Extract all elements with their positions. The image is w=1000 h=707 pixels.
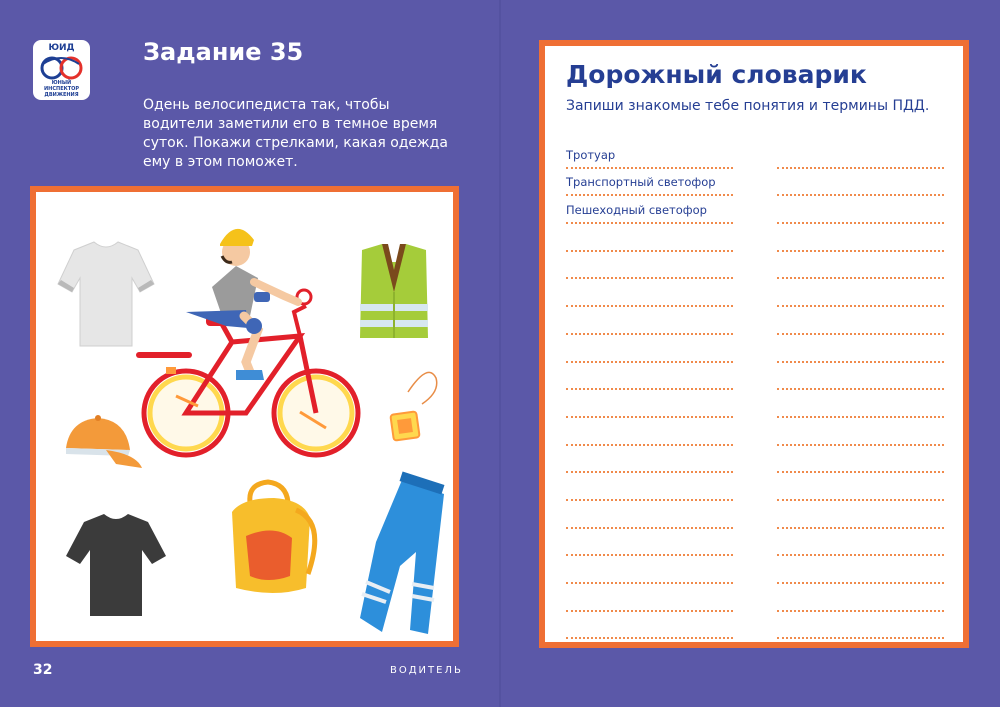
- dictionary-left-column: [566, 141, 733, 639]
- dictionary-entry-line[interactable]: [777, 612, 944, 640]
- yuid-logo: [33, 40, 90, 100]
- task-title: Задание 35: [143, 38, 304, 66]
- dictionary-entry-line[interactable]: [566, 501, 733, 529]
- dictionary-entry-line[interactable]: [777, 335, 944, 363]
- dictionary-entry-line[interactable]: [777, 529, 944, 557]
- dictionary-title: Дорожный словарик: [566, 60, 867, 89]
- dictionary-entry-line[interactable]: [566, 335, 733, 363]
- dictionary-entry-line[interactable]: [777, 473, 944, 501]
- dictionary-entry-line[interactable]: [777, 501, 944, 529]
- dictionary-entry-line[interactable]: [777, 418, 944, 446]
- dictionary-area: [545, 46, 963, 642]
- reflective-vest-icon[interactable]: [360, 244, 428, 338]
- backpack-icon[interactable]: [232, 482, 315, 593]
- dictionary-entry-line[interactable]: [566, 529, 733, 557]
- right-page: [500, 0, 1000, 707]
- dictionary-entry-line[interactable]: [777, 446, 944, 474]
- cyclist-illustration: [136, 229, 358, 455]
- orange-cap-icon[interactable]: [66, 415, 142, 468]
- dictionary-entry-line[interactable]: [566, 612, 733, 640]
- dictionary-entry-line[interactable]: [566, 307, 733, 335]
- white-tshirt-icon[interactable]: [58, 242, 154, 346]
- dictionary-entry-line[interactable]: [566, 584, 733, 612]
- page-number: 32: [33, 662, 53, 678]
- dictionary-entry-line[interactable]: [566, 446, 733, 474]
- dictionary-entry-line[interactable]: [777, 169, 944, 197]
- dictionary-entry-line[interactable]: [566, 363, 733, 391]
- dictionary-entry-line[interactable]: Тротуар: [566, 141, 733, 169]
- logo-abbr: ЮИД: [48, 43, 75, 53]
- dictionary-entry-line[interactable]: [566, 279, 733, 307]
- dictionary-entry-line[interactable]: [777, 141, 944, 169]
- dictionary-entry-line[interactable]: [777, 224, 944, 252]
- dictionary-entry-line[interactable]: [566, 556, 733, 584]
- dictionary-entry-line[interactable]: [777, 279, 944, 307]
- illustration-area: [36, 192, 453, 641]
- dictionary-entry-line[interactable]: Пешеходный светофор: [566, 196, 733, 224]
- dictionary-right-column: [777, 141, 944, 639]
- dictionary-entry-line[interactable]: [566, 473, 733, 501]
- reflective-pants-icon[interactable]: [360, 471, 444, 634]
- dictionary-entry-line[interactable]: Транспортный светофор: [566, 169, 733, 197]
- dictionary-frame: [539, 40, 969, 648]
- logo-subtitle: ЮНЫЙ ИНСПЕКТОР ДВИЖЕНИЯ: [43, 80, 80, 98]
- dictionary-entry-line[interactable]: [777, 584, 944, 612]
- dictionary-entry-line[interactable]: [777, 307, 944, 335]
- dictionary-entry-line[interactable]: [777, 363, 944, 391]
- dictionary-entry-line[interactable]: [566, 252, 733, 280]
- dictionary-entry-line[interactable]: [566, 418, 733, 446]
- dictionary-entry-line[interactable]: [777, 196, 944, 224]
- dictionary-entry-line[interactable]: [777, 390, 944, 418]
- dictionary-entry-line[interactable]: [777, 252, 944, 280]
- dictionary-entry-line[interactable]: [566, 390, 733, 418]
- dictionary-subtitle: Запиши знакомые тебе понятия и термины ПДД.: [566, 98, 930, 114]
- running-title: ВОДИТЕЛЬ: [390, 665, 463, 676]
- black-tshirt-icon[interactable]: [66, 514, 166, 616]
- dictionary-entry-line[interactable]: [566, 224, 733, 252]
- task-instructions: Одень велосипедиста так, чтобы водители заметили его в темное время суток. Покажи стрелками, какая одежда ему в этом поможет.: [143, 97, 448, 170]
- dictionary-entry-line[interactable]: [777, 556, 944, 584]
- reflective-tag-icon[interactable]: [390, 372, 436, 440]
- illustration-frame: [30, 186, 459, 647]
